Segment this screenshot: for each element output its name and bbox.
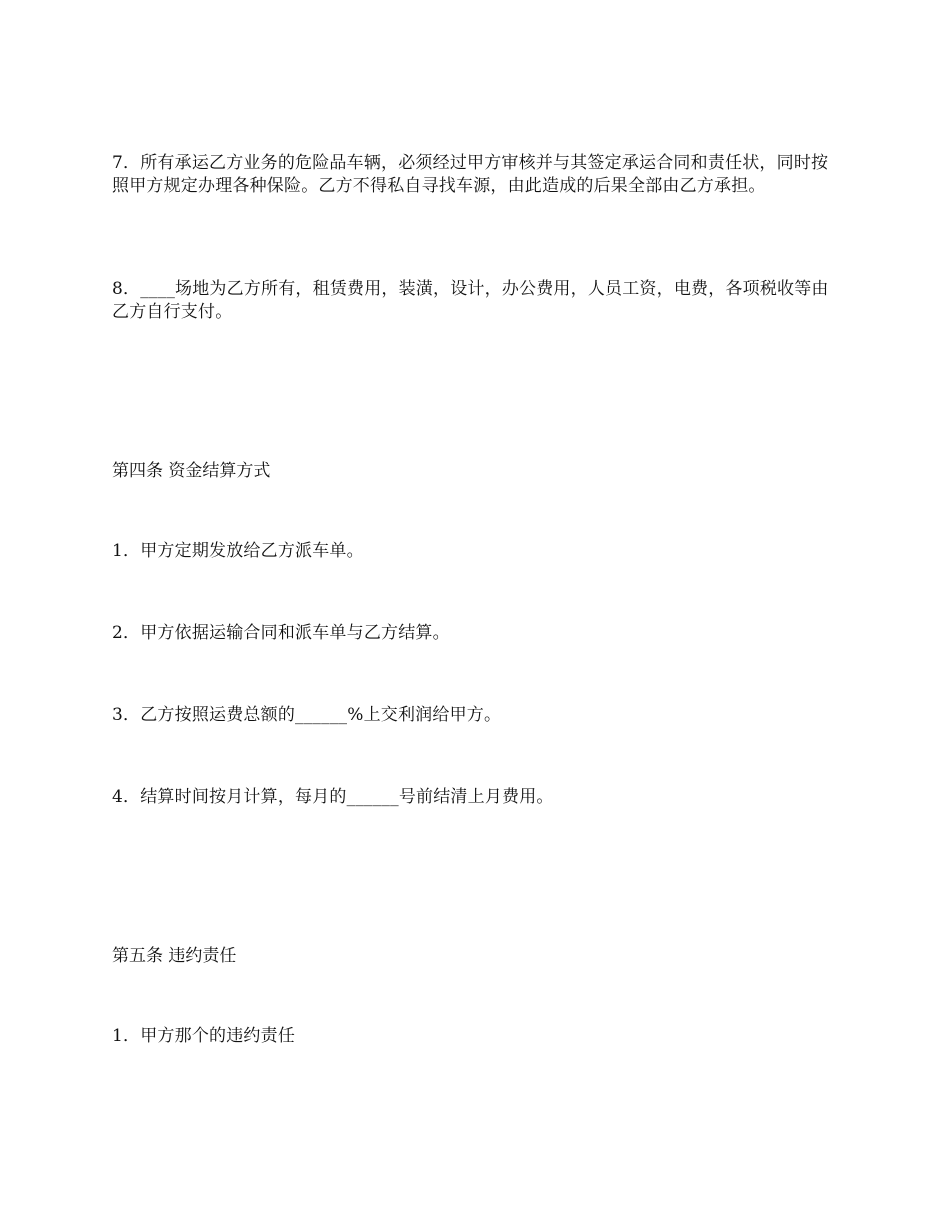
section-4-heading: 第四条 资金结算方式: [112, 461, 271, 481]
section-4-item-3: 3．乙方按照运费总额的______%上交利润给甲方。: [112, 705, 502, 725]
section-4-item-2: 2．甲方依据运输合同和派车单与乙方结算。: [112, 623, 450, 643]
clause-7-paragraph: 7．所有承运乙方业务的危险品车辆，必须经过甲方审核并与其签定承运合同和责任状，同时按照甲方规定办理各种保险。乙方不得私自寻找车源，由此造成的后果全部由乙方承担。: [112, 153, 829, 196]
clause-8-paragraph: 8．____场地为乙方所有，租赁费用，装潢，设计，办公费用，人员工资，电费，各项税收等由乙方自行支付。: [112, 279, 829, 322]
section-4-item-4: 4．结算时间按月计算，每月的______号前结清上月费用。: [112, 787, 554, 807]
section-5-item-1: 1．甲方那个的违约责任: [112, 1026, 296, 1046]
section-5-heading: 第五条 违约责任: [112, 946, 237, 966]
section-4-item-1: 1．甲方定期发放给乙方派车单。: [112, 541, 364, 561]
